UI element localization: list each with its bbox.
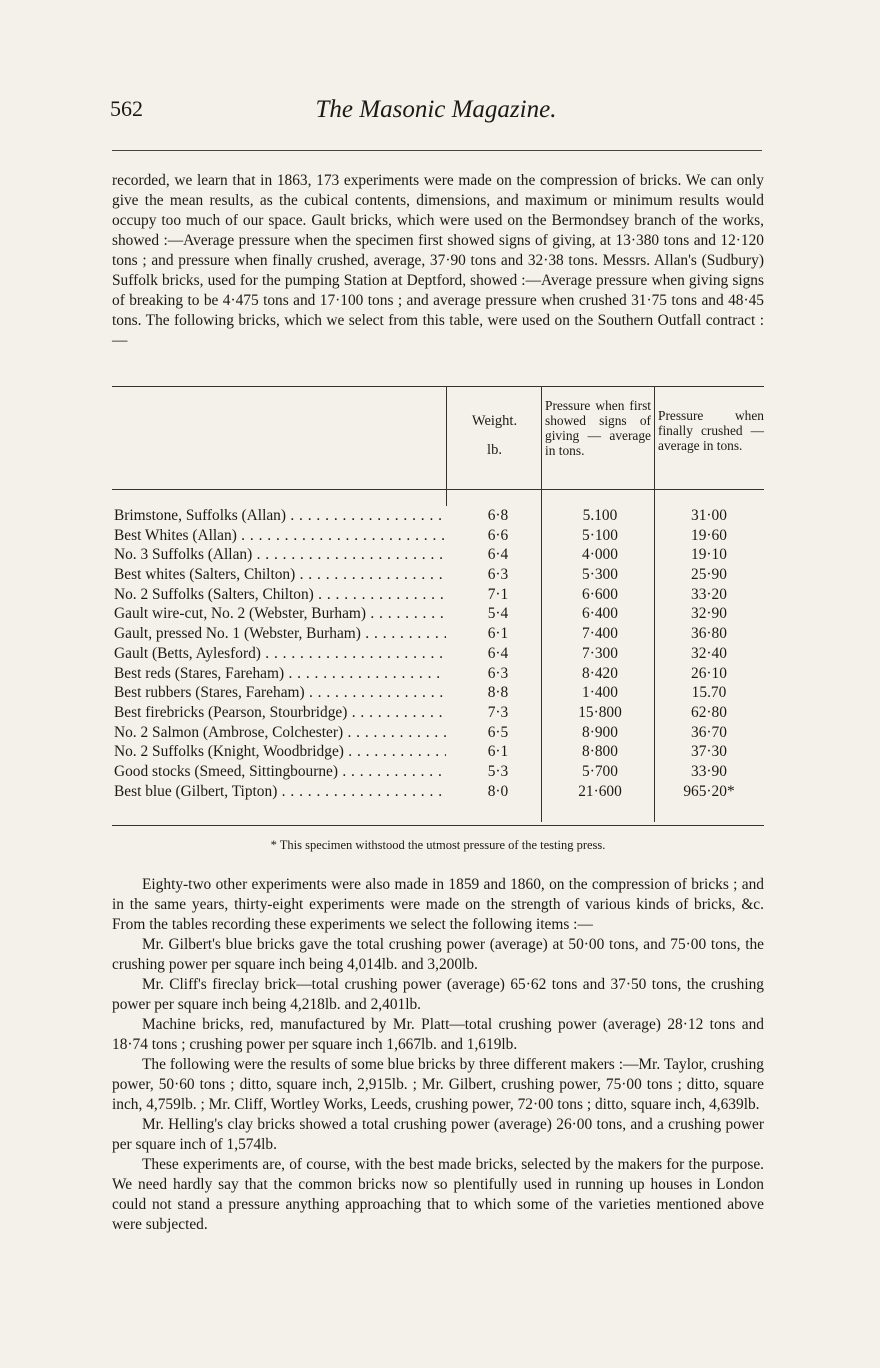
brick-name: Brimstone, Suffolks (Allan) . . . bbox=[114, 506, 446, 526]
brick-name: Best whites (Salters, Chilton) . . . bbox=[114, 565, 446, 585]
first-pressure-value: 7·300 bbox=[582, 644, 618, 662]
brick-name: No. 2 Salmon (Ambrose, Colchester) . . . bbox=[114, 723, 446, 743]
table-row bbox=[114, 526, 764, 546]
table-row bbox=[114, 644, 764, 664]
table-header-rule bbox=[112, 489, 764, 490]
body-paragraph: Mr. Gilbert's blue bricks gave the total crushing power (average) at 50·00 tons, and 75·00 tons, the crushing power per square inch being 4,014lb. and 3,200lb. bbox=[112, 936, 764, 973]
crush-pressure-value: 33·90 bbox=[691, 762, 727, 780]
brick-name: No. 3 Suffolks (Allan) . . . bbox=[114, 545, 446, 565]
table-footnote: * This specimen withstood the utmost pressure of the testing press. bbox=[270, 838, 606, 852]
crush-pressure-value: 31·00 bbox=[691, 507, 727, 524]
first-pressure-value: 1·400 bbox=[582, 684, 618, 702]
crush-pressure-value: 36·80 bbox=[691, 625, 727, 643]
weight-value: 6·3 bbox=[487, 664, 509, 682]
brick-name: Best Whites (Allan) . . . bbox=[114, 526, 446, 546]
first-pressure-value: 6·600 bbox=[582, 585, 618, 603]
crush-pressure-value: 19·60 bbox=[691, 526, 727, 544]
weight-value: 7·3 bbox=[487, 703, 509, 721]
first-pressure-value: 8·900 bbox=[582, 723, 618, 741]
body-paragraph: These experiments are, of course, with the best made bricks, selected by the makers for the purpose. We need hardly say that the common bricks now so plentifully used in running up houses in London could not stand a pressure anything approaching that to which some of the varieties mentioned above were subjected. bbox=[112, 1156, 764, 1233]
table-row bbox=[114, 565, 764, 585]
first-pressure-value: 5·100 bbox=[582, 526, 618, 544]
header-first-showed: Pressure when first showed signs of giving — average in tons. bbox=[545, 398, 651, 458]
crush-pressure-value: 32·40 bbox=[691, 644, 727, 662]
table-row bbox=[114, 762, 764, 782]
weight-value: 6·6 bbox=[487, 526, 509, 544]
brick-name: Best reds (Stares, Fareham) . . . bbox=[114, 664, 446, 684]
intro-paragraph: recorded, we learn that in 1863, 173 experiments were made on the compression of bricks. We can only give the mean results, as the cubical contents, dimensions, and maximum or minimum results would occupy too much of our space. Gault bricks, which were used on the Bermondsey branch of the works, showed :—Average pressure when the specimen first showed signs of giving, at 13·380 tons and 12·120 tons ; and pressure when finally crushed, average, 37·90 tons and 32·38 tons. Messrs. Allan's (Sudbury) Suffolk bricks, used for the pumping Station at Deptford, showed :—Average pressure when giving signs of breaking to be 4·475 tons and 17·100 tons ; and average pressure when crushed 31·75 tons and 48·45 tons. The following bricks, which we select from this table, were used on the Southern Outfall contract :— bbox=[112, 172, 764, 349]
table-row bbox=[114, 506, 764, 526]
header-weight-unit: lb. bbox=[487, 442, 502, 458]
weight-value: 8·0 bbox=[487, 782, 509, 800]
table-row bbox=[114, 742, 764, 762]
weight-value: 6·5 bbox=[487, 723, 509, 741]
crush-pressure-value: 15.70 bbox=[691, 684, 727, 702]
brick-name: Best firebricks (Pearson, Stourbridge) . . . bbox=[114, 703, 446, 723]
page-header bbox=[110, 96, 762, 136]
weight-value: 5·3 bbox=[487, 762, 509, 780]
brick-name: No. 2 Suffolks (Salters, Chilton) . . . bbox=[114, 585, 446, 605]
first-pressure-value: 8·800 bbox=[582, 743, 618, 761]
weight-value: 6·4 bbox=[487, 546, 509, 564]
brick-name: Best blue (Gilbert, Tipton) . . . bbox=[114, 782, 446, 802]
crush-pressure-value: 965·20* bbox=[683, 782, 735, 800]
table-row bbox=[114, 723, 764, 743]
weight-value: 6·4 bbox=[487, 644, 509, 662]
first-pressure-value: 5·300 bbox=[582, 566, 618, 584]
weight-value: 8·8 bbox=[487, 684, 509, 702]
body-text bbox=[112, 875, 764, 1235]
weight-value: 6·1 bbox=[487, 743, 509, 761]
brick-name: Gault (Betts, Aylesford) . . . bbox=[114, 644, 446, 664]
table-row bbox=[114, 782, 764, 802]
body-paragraph: Mr. Helling's clay bricks showed a total crushing power (average) 26·00 tons, and a crushing power per square inch of 1,574lb. bbox=[112, 1116, 764, 1153]
table-row bbox=[114, 703, 764, 723]
table-top-rule bbox=[112, 386, 764, 387]
first-pressure-value: 5.100 bbox=[582, 507, 618, 524]
crush-pressure-value: 33·20 bbox=[691, 585, 727, 603]
table-row bbox=[114, 664, 764, 684]
weight-value: 6·8 bbox=[487, 507, 509, 524]
crush-pressure-value: 19·10 bbox=[691, 546, 727, 564]
crush-pressure-value: 25·90 bbox=[691, 566, 727, 584]
weight-value: 5·4 bbox=[487, 605, 509, 623]
table-row bbox=[114, 545, 764, 565]
first-pressure-value: 15·800 bbox=[578, 703, 622, 721]
table-bottom-rule bbox=[112, 825, 764, 826]
first-pressure-value: 7·400 bbox=[582, 625, 618, 643]
first-pressure-value: 4·000 bbox=[582, 546, 618, 564]
body-paragraph: Eighty-two other experiments were also made in 1859 and 1860, on the compression of bricks ; and in the same years, thirty-eight experiments were made on the strength of various kinds of bricks, &c. From the tables recording these experiments we select the following items :— bbox=[112, 876, 764, 933]
magazine-title: The Masonic Magazine. bbox=[315, 96, 557, 123]
brick-name: Best rubbers (Stares, Fareham) . . . bbox=[114, 683, 446, 703]
brick-name: Gault, pressed No. 1 (Webster, Burham) . . . bbox=[114, 624, 446, 644]
header-finally-crushed: Pressure when finally crushed — average in tons. bbox=[658, 408, 764, 453]
header-weight-label: Weight. bbox=[471, 413, 518, 429]
crush-pressure-value: 36·70 bbox=[691, 723, 727, 741]
body-paragraph: Mr. Cliff's fireclay brick—total crushing power (average) 65·62 tons and 37·50 tons, the crushing power per square inch being 4,218lb. and 2,401lb. bbox=[112, 976, 764, 1013]
first-pressure-value: 5·700 bbox=[582, 762, 618, 780]
table-row bbox=[114, 683, 764, 703]
col-divider-1 bbox=[446, 386, 447, 506]
crush-pressure-value: 32·90 bbox=[691, 605, 727, 623]
first-pressure-value: 6·400 bbox=[582, 605, 618, 623]
brick-name: Gault wire-cut, No. 2 (Webster, Burham) . . . bbox=[114, 604, 446, 624]
brick-name: No. 2 Suffolks (Knight, Woodbridge) . . . bbox=[114, 742, 446, 762]
header-rule bbox=[112, 150, 762, 151]
first-pressure-value: 21·600 bbox=[578, 782, 622, 800]
weight-value: 6·1 bbox=[487, 625, 509, 643]
header-weight bbox=[448, 414, 541, 458]
brick-name: Good stocks (Smeed, Sittingbourne) . . . bbox=[114, 762, 446, 782]
table-row bbox=[114, 585, 764, 605]
crush-pressure-value: 26·10 bbox=[691, 664, 727, 682]
weight-value: 6·3 bbox=[487, 566, 509, 584]
table-row bbox=[114, 624, 764, 644]
weight-value: 7·1 bbox=[487, 585, 509, 603]
body-paragraph: The following were the results of some blue bricks by three different makers :—Mr. Taylor, crushing power, 50·60 tons ; ditto, square inch, 2,915lb. ; Mr. Gilbert, crushing power, 75·00 tons ; ditto, square inch, 4,759lb. ; Mr. Cliff, Wortley Works, Leeds, crushing power, 72·00 tons ; ditto, square inch, 4,639lb. bbox=[112, 1056, 764, 1113]
table-row bbox=[114, 604, 764, 624]
table-body bbox=[114, 506, 764, 801]
body-paragraph: Machine bricks, red, manufactured by Mr. Platt—total crushing power (average) 28·12 tons and 18·74 tons ; crushing power per square inch 1,667lb. and 1,619lb. bbox=[112, 1016, 764, 1053]
first-pressure-value: 8·420 bbox=[582, 664, 618, 682]
crush-pressure-value: 62·80 bbox=[691, 703, 727, 721]
page-number: 562 bbox=[110, 96, 143, 121]
crush-pressure-value: 37·30 bbox=[691, 743, 727, 761]
